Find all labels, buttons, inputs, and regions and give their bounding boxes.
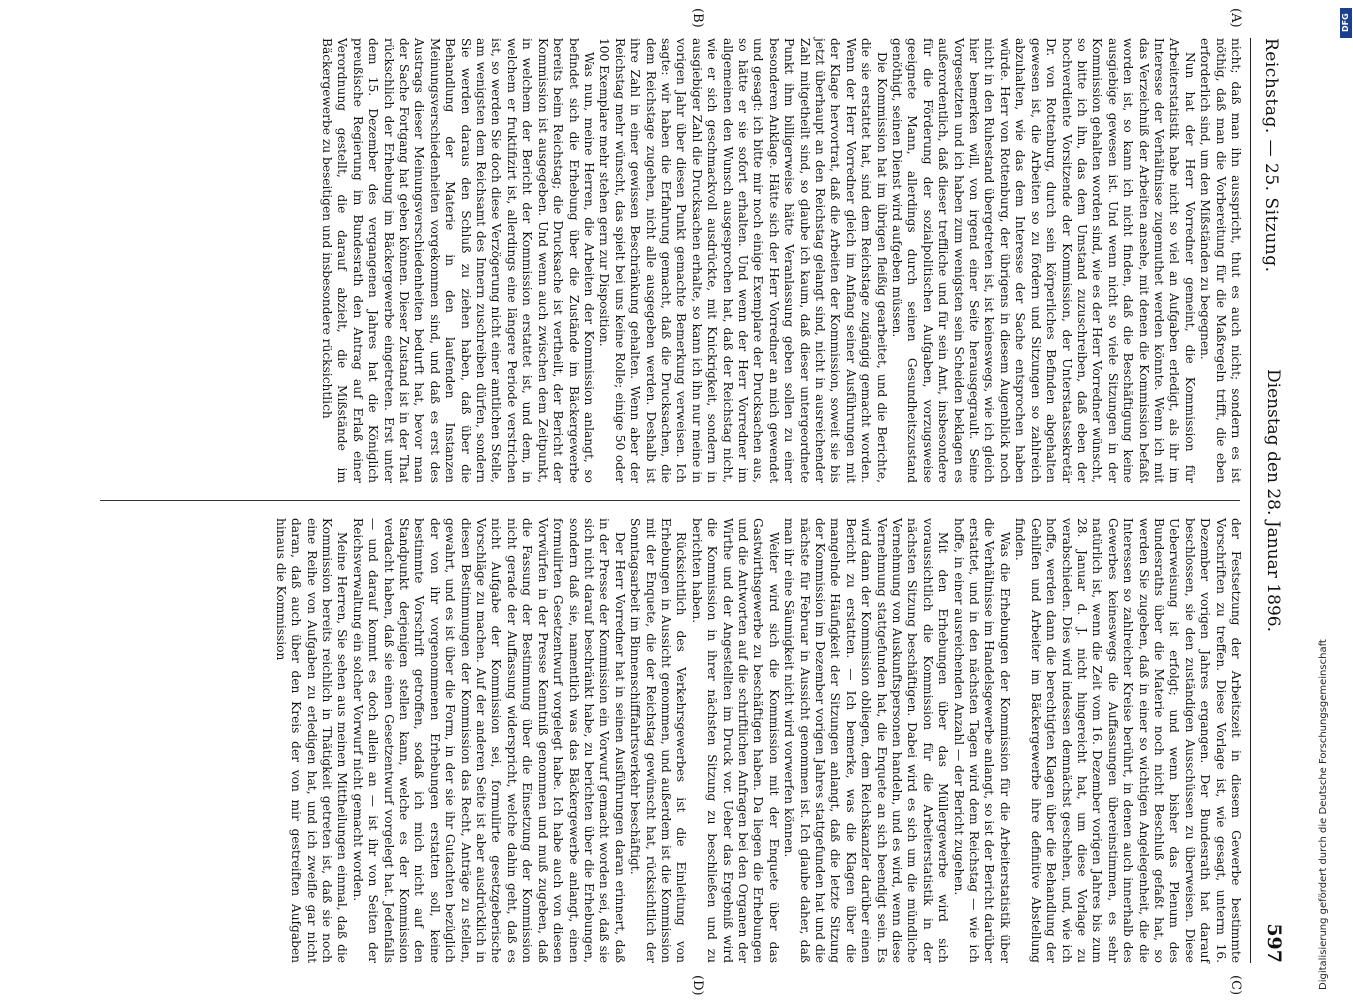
paragraph: Meine Herren, Sie sehen aus meinen Mittheilungen einmal, daß die Kommission bereits reichlich in Thätigkeit getreten ist, daß sie noch eine Reihe von Aufgaben zu erledigen hat, und ich zweifle gar nicht daran, daß auch über den Kreis der von mir gestreiften Aufgaben hinaus die Kommission — [273, 518, 350, 963]
paragraph: Der Herr Vorredner hat in seinen Ausführungen daran erinnert, daß in der Presse der Kommission ein Vorwurf gemacht worden sei, daß sie sich nicht darauf beschränkt habe, zu berichten über die Erhebungen, sondern daß sie, namentlich was das Bäckergewerbe anlangt, einen formulirten Gesetzentwurf vorgelegt habe. Ich habe auch von diesen Vorwürfen in der Presse Kenntniß genommen und muß zugeben, daß die Fassung der Bestimmung über die Einsetzung der Kommission nicht gerade der Auffassung widerspricht, welche dahin geht, daß es nicht Aufgabe der Kommission sei, formulirte gesetzgeberische Vorschläge zu machen. Auf der anderen Seite ist aber ausdrücklich in diesen Bestimmungen der Kommission das Recht, Anträge zu stellen, gewahrt, und es ist über die Form, in der sie ihr Gutachten bezüglich der von ihr vorgenommenen Erhebungen erstatten soll, keine bestimmte Vorschrift getroffen, sodaß ich mich nicht auf den Standpunkt derjenigen stellen kann, welche es der Kommission verdacht haben, daß sie einen Gesetzentwurf vorgelegt hat. Jedenfalls — und darauf kommt es doch allein an — ist ihr von Seiten der Reichsverwaltung ein solcher Vorwurf nicht gemacht worden. — [350, 518, 627, 963]
header-date: Dienstag den 28. Januar 1896. — [1263, 369, 1283, 632]
header-session: Reichstag. — 25. Sitzung. — [1261, 38, 1281, 273]
digitization-strip — [1288, 10, 1348, 990]
header-rule — [1250, 38, 1251, 963]
paragraph: nicht; daß man ihn ausspricht, thut es auch nicht; sondern es ist nöthig, daß man die Vorbereitung für die Maßregeln trifft, die eben erforderlich sind, um den Mißständen zu begegnen. — [1198, 38, 1243, 483]
margin-mark-a: (A) — [1228, 8, 1243, 28]
paragraph: Mit den Erhebungen über das Müllergewerbe wird sich voraussichtlich die Kommission für die Arbeiterstatistik in der nächsten Sitzung beschäftigen. Dabei wird es sich um die mündliche Vernehmung von Auskunftspersonen handeln, und es wird, wenn diese Vernehmung stattgefunden hat, die Enquete an sich beendigt sein. Es wird dann der Kommission obliegen, dem Reichskanzler darüber einen Bericht zu erstatten. — Ich bemerke, was die Klagen über die mangelnde Häufigkeit der Sitzungen anlangt, daß die letzte Sitzung der Kommission im Dezember vorigen Jahres stattgefunden hat und die nächste für Februar in Aussicht genommen ist. Ich glaube daher, daß man ihr eine Säumigkeit nicht wird vorwerfen können. — [782, 518, 951, 963]
margin-mark-c: (C) — [1228, 975, 1243, 996]
paragraph: Was die Erhebungen der Kommission für die Arbeiterstatistik über die Verhältnisse im Handelsgewerbe anlangt, so ist der Bericht darüber erstattet, und in den nächsten Tagen wird dem Reichstag — wie ich hoffe, in einer ausreichenden Anzahl — der Bericht zugehen. — [951, 518, 1012, 963]
right-column — [272, 518, 1243, 963]
left-column — [319, 38, 1243, 483]
margin-mark-d: (D) — [690, 975, 705, 996]
paragraph: der Festsetzung der Arbeitszeit in diesem Gewerbe bestimmte Vorschriften zu treffen. Diese Vorlage ist, wie gesagt, unterm 16. Dezember vorigen Jahres ergangen. Der Bundesrath hat darauf beschlossen, sie den zuständigen Ausschüssen zu überweisen. Diese Ueberweisung ist erfolgt; und wenn bisher das Plenum des Bundesraths über die Materie noch nicht Beschluß gefaßt hat, so werden Sie zugeben, daß in einer so wichtigen Angelegenheit, die die Interessen so zahlreicher Kreise berührt, in denen auch innerhalb des Gewerbes keineswegs die Auffassungen übereinstimmen, es sehr natürlich ist, wenn die Zeit vom 16. Dezember vorigen Jahres bis zum 28. Januar d. J. nicht hingereicht hat, um diese Vorlage zu verabschieden. Dies wird indessen demnächst geschehen, und, wie ich hoffe, werden dann die berechtigten Klagen über die Behandlung der Gehilfen und Arbeiter im Bäckergewerbe ihre definitive Abstellung finden. — [1013, 518, 1243, 963]
paragraph: Die Kommission hat im übrigen fleißig gearbeitet, und die Berichte, die sie erstattet hat, sind dem Reichstage zugängig gemacht worden. Wenn der Herr Vorredner gleich im Anfang seiner Ausführungen mit der Klage hervortrat, daß die Arbeiten der Kommission, soweit sie bis jetzt überhaupt an den Reichstag gelangt sind, nicht in ausreichender Zahl mitgetheilt sind, so glaube ich kaum, daß dieser untergeordnete Punkt ihm billigerweise hätte Veranlassung geben sollen zu einer besonderen Anklage. Hätte sich der Herr Vorredner an mich gewendet und gesagt: ich bitte mir noch einige Exemplare der Drucksachen aus, so hätte er sie sofort erhalten. Und wenn der Herr Vorredner im allgemeinen den Wunsch ausgesprochen hat, daß der Reichstag nicht, wie er sich geschmackvoll ausdrückte, mit Knickrigkeit, sondern in ausgiebiger Zahl die Drucksachen erhalte, so kann ich ihn nur meine in vorigen Jahr über diesen Punkt gemachte Bemerkung verweisen. Ich sagte: wir haben die Erfahrung gemacht, daß die Drucksachen, die dem Reichstage zugehen, nicht alle ausgegeben werden. Deshalb ist ihre Zahl in einer gewissen Beschränkung gehalten. Wenn aber der Reichstag mehr wünscht, das spielt bei uns keine Rolle; einige 50 oder 100 Exemplare mehr stehen gern zur Disposition. — [597, 38, 889, 483]
page-number: 597 — [1263, 923, 1285, 963]
margin-mark-b: (B) — [690, 8, 705, 28]
paragraph: Rücksichtlich des Verkehrsgewerbes ist die Einleitung von Erhebungen in Aussicht genommen, und außerdem ist die Kommission mit der Enquete, die der Reichstag gewünscht hat, rücksichtlich der Sonntagsarbeit im Binnenschifffahrtsverkehr beschäftigt. — [628, 518, 689, 963]
paragraph: Nun hat der Herr Vorredner gemeint, die Kommission für Arbeiterstatistik habe nicht so viel an Aufgaben erledigt, als ihr im Interesse der Verhältnisse zugemuthet werden könnte. Wenn ich mit das Verzeichniß der Arbeiten ansehe, mit denen die Kommission befaßt worden ist, so kann ich nicht finden, daß die Beschäftigung keine ausgiebige gewesen ist. Und wenn nicht so viele Sitzungen in der Kommission gehalten worden sind, wie es der Herr Vorredner wünscht, so bitte ich ihn, das dem Umstand zuzuschreiben, daß eben der hochverdiente Vorsitzende der Kommission, der Unterstaatssekretär Dr. von Rottenburg, durch sein körperliches Befinden abgehalten gewesen ist, die Arbeiten so zu fördern und Sitzungen so zahlreich abzuhalten, wie das dem Interesse der Sache entsprochen haben würde. Herr von Rottenburg, der übrigens in diesem Augenblick noch nicht in den Ruhestand übergetreten ist, ist keineswegs, wie ich gleich hier bemerken will, von irgend einer Seite herausgegrault. Seine Vorgesetzten und ich haben zum wenigsten sein Scheiden beklagen es außerordentlich, daß dieser treffliche und für sein Amt, insbesondere für die Förderung der sozialpolitischen Aufgaben, vorzugsweise geeignete Mann, allerdings durch seinen Gesundheitszustand genöthigt, seinen Dienst wird aufgeben müssen. — [890, 38, 1197, 483]
page-header — [1255, 38, 1285, 963]
column-divider — [100, 500, 1240, 501]
dfg-logo: DFG — [1340, 8, 1352, 38]
paragraph: Weiter wird sich die Kommission mit der Enquete über das Gastwirthsgewerbe zu beschäftigen haben. Da liegen die Erhebungen und die Antworten auf die schriftlichen Anfragen bei den Organen der Wirthe und der Angestellten im Druck vor. Ueber das Ergebniß wird die Kommission in ihrer nächsten Sitzung zu beschließen und zu berichten haben. — [689, 518, 781, 963]
paragraph: Was nun, meine Herren, die Arbeiten der Kommission anlangt, so befindet sich die Erhebung über die Zustände im Bäckergewerbe bereits beim Reichstag; die Drucksache ist vertheilt, der Bericht der Kommission ist ausgegeben. Und wenn auch zwischen dem Zeitpunkt, in welchem der Bericht der Kommission erstattet ist, und dem, in welchem er fruktifizirt ist, allerdings eine längere Periode verstrichen ist, so werden Sie doch diese Verzögerung nicht einer amtlichen Stelle, am wenigsten dem Reichsamt des Innern zuschreiben dürfen, sondern Sie werden daraus den Schluß zu ziehen haben, daß über die Behandlung der Materie in den laufenden Instanzen Meinungsverschiedenheiten vorgekommen sind, und daß es erst des Austrags dieser Meinungsverschiedenheiten bedurft hat, bevor man der Sache Fortgang hat geben können. Dieser Zustand ist in der That rückschlich der Erhebung im Bäckergewerbe eingetreten. Erst unter dem 15. Dezember des vergangenen Jahres hat die Königlich preußische Regierung im Bundesrath den Antrag auf Erlaß einer Verordnung gestellt, die darauf abzielt, die Mißstände im Bäckergewerbe zu beseitigen und insbesondere rücksichtlich — [320, 38, 596, 483]
digitization-note: Digitalisierung gefördert durch die Deutsche Forschungsgemeinschaft — [1318, 639, 1329, 990]
